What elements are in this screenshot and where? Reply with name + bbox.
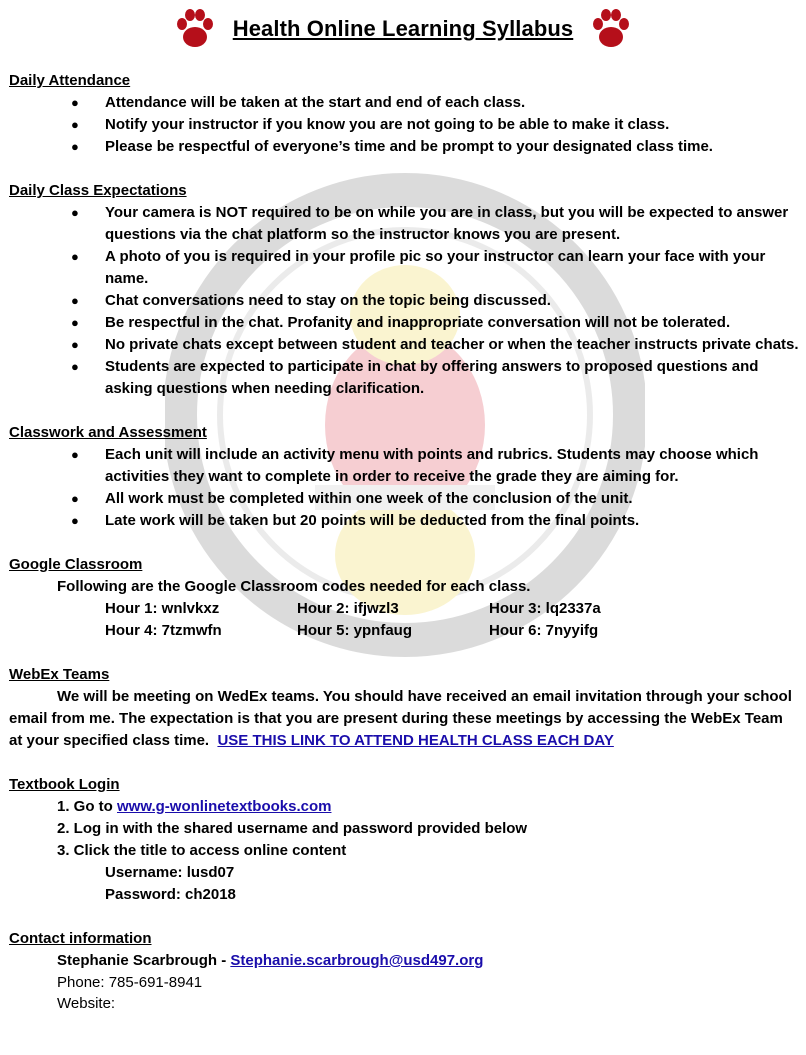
textbook-username: Username: lusd07 xyxy=(105,864,235,881)
list-item: ● Attendance will be taken at the start and end of each class. xyxy=(9,92,799,114)
list-item: ● All work must be completed within one week of the conclusion of the unit. xyxy=(9,488,799,510)
webex-paragraph xyxy=(9,686,799,752)
page-title: Health Online Learning Syllabus xyxy=(232,16,574,41)
list-item: ● Each unit will include an activity menu with points and rubrics. Students may choose which activities they want to complete in order to receive the grade they are aiming for. xyxy=(9,444,799,488)
attendance-heading: Daily Attendance xyxy=(9,72,131,89)
classwork-heading: Classwork and Assessment xyxy=(9,424,207,441)
webex-heading: WebEx Teams xyxy=(9,666,110,683)
textbook-password: Password: ch2018 xyxy=(105,886,236,903)
class-code: Hour 2: ifjwzl3 xyxy=(297,600,399,617)
class-code: Hour 6: 7nyyifg xyxy=(489,622,599,639)
class-code: Hour 5: ypnfaug xyxy=(297,622,412,639)
webex-link[interactable]: USE THIS LINK TO ATTEND HEALTH CLASS EACH DAY xyxy=(217,732,614,749)
syllabus-content xyxy=(9,70,799,1014)
class-code: Hour 1: wnlvkxz xyxy=(105,600,220,617)
contact-email-link[interactable]: Stephanie.scarbrough@usd497.org xyxy=(230,952,484,969)
paw-print-icon xyxy=(175,7,215,51)
paw-print-icon xyxy=(591,7,631,51)
list-item: ● Chat conversations need to stay on the topic being discussed. xyxy=(9,290,799,312)
list-item: ● No private chats except between student and teacher or when the teacher instructs private chats. xyxy=(9,334,799,356)
list-item: ● Late work will be taken but 20 points will be deducted from the final points. xyxy=(9,510,799,532)
list-item: ● Your camera is NOT required to be on while you are in class, but you will be expected to answer questions via the chat platform so the instructor knows you are present. xyxy=(9,202,799,246)
classwork-list xyxy=(9,444,799,532)
page-header xyxy=(0,4,806,54)
textbook-step-2: 2. Log in with the shared username and password provided below xyxy=(57,820,528,837)
class-codes-row xyxy=(9,598,799,620)
class-code: Hour 3: lq2337a xyxy=(489,600,601,617)
expectations-heading: Daily Class Expectations xyxy=(9,182,187,199)
list-item: ● Be respectful in the chat. Profanity and inappropriate conversation will not be tolerated. xyxy=(9,312,799,334)
list-item: ● Students are expected to participate in chat by offering answers to proposed questions and asking questions when needing clarification. xyxy=(9,356,799,400)
class-codes-row xyxy=(9,620,799,642)
contact-website: Website: xyxy=(57,995,116,1012)
attendance-list xyxy=(9,92,799,158)
textbook-heading: Textbook Login xyxy=(9,776,120,793)
webex-text: We will be meeting on WedEx teams. You should have received an email invitation through your school email from me. The expectation is that you are present during these meetings by accessing the WebEx Team at your specified class time. xyxy=(9,688,792,749)
list-item: ● Please be respectful of everyone’s time and be prompt to your designated class time. xyxy=(9,136,799,158)
list-item: ● Notify your instructor if you know you are not going to be able to make it class. xyxy=(9,114,799,136)
contact-name: Stephanie Scarbrough - xyxy=(57,952,231,969)
step-1-label: 1. Go to xyxy=(57,798,117,815)
contact-name-line xyxy=(9,950,799,972)
list-item: ● A photo of you is required in your profile pic so your instructor can learn your face with your name. xyxy=(9,246,799,290)
class-code: Hour 4: 7tzmwfn xyxy=(105,622,222,639)
classroom-heading: Google Classroom xyxy=(9,556,143,573)
expectations-list xyxy=(9,202,799,400)
contact-heading: Contact information xyxy=(9,930,152,947)
textbook-step-1 xyxy=(9,796,799,818)
textbook-site-link[interactable]: www.g-wonlinetextbooks.com xyxy=(117,798,332,815)
textbook-step-3: 3. Click the title to access online content xyxy=(57,842,347,859)
contact-phone: Phone: 785-691-8941 xyxy=(57,974,203,991)
classroom-intro: Following are the Google Classroom codes needed for each class. xyxy=(57,578,531,595)
